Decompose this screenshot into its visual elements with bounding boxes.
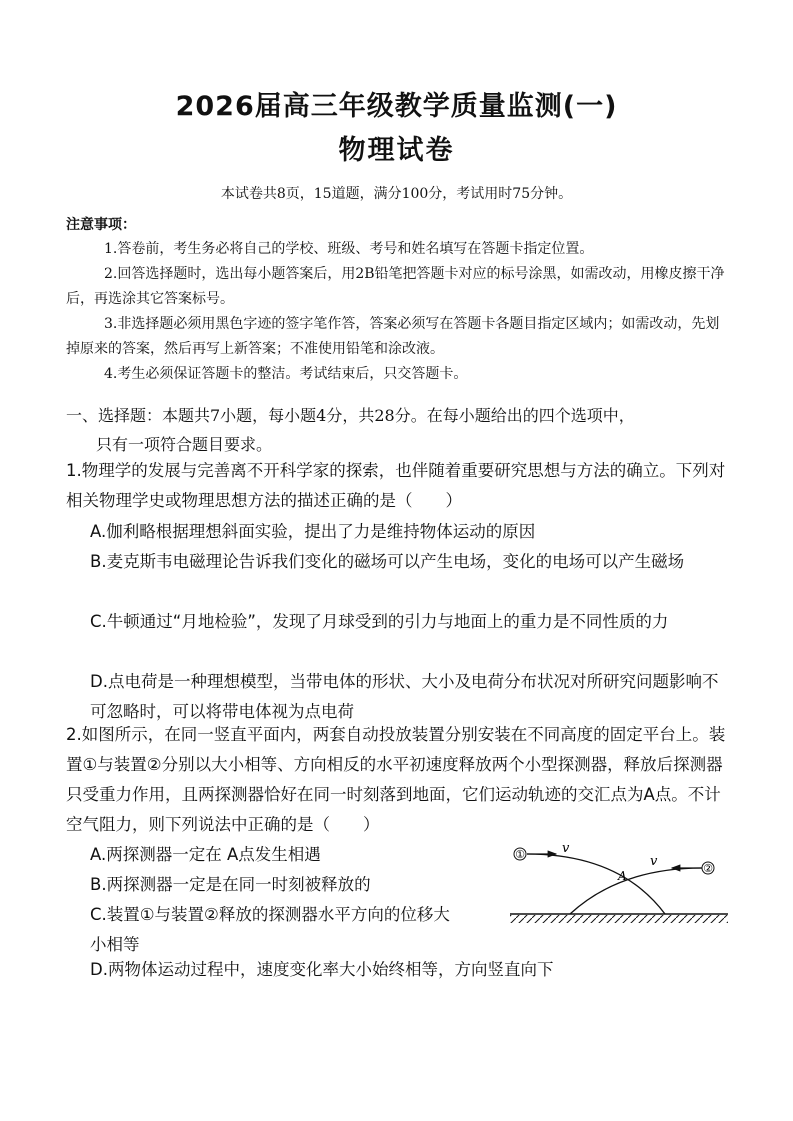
question-2-option-c-line2: 小相等 (90, 935, 140, 954)
section-heading-line1: 一、选择题：本题共7小题，每小题4分，共28分。在每小题给出的四个选项中， (66, 406, 635, 425)
section-heading-line2: 只有一项符合题目要求。 (96, 435, 273, 454)
exam-title: 2026届高三年级教学质量监测(一) (175, 91, 618, 122)
question-2-option-c-line1: C.装置①与装置②释放的探测器水平方向的位移大 (90, 905, 450, 924)
notice-heading: 注意事项： (66, 217, 136, 233)
notice-item-4: 4.考生必须保证答题卡的整洁。考试结束后，只交答题卡。 (104, 366, 468, 382)
question-2-stem: 2.如图所示，在同一竖直平面内，两套自动投放装置分别安装在不同高度的固定平台上。装置①与装置②分别以大小相等、方向相反的水平初速度释放两个小型探测器，释放后探测器只受重力作用，且两探测器恰好在同一时刻落到地面，它们运动轨迹的交汇点为A点。不计空气阻力，则下列说法中正确的是（ ） (66, 725, 726, 834)
point-a-label: A (618, 869, 627, 883)
trajectory-figure (500, 838, 730, 938)
section-heading (66, 401, 732, 459)
question-2-option-c (90, 900, 510, 960)
exam-info: 本试卷共8页，15道题，满分100分，考试用时75分钟。 (220, 186, 573, 202)
velocity-label-1: v (562, 841, 570, 856)
device-1-label: ① (515, 848, 525, 861)
question-2-option-b: B.两探测器一定是在同一时刻被释放的 (90, 875, 371, 894)
exam-subtitle: 物理试卷 (338, 135, 455, 166)
notice-item-2: 2.回答选择题时，选出每小题答案后，用2B铅笔把答题卡对应的标号涂黑，如需改动，用橡皮擦干净后，再选涂其它答案标号。 (66, 266, 725, 307)
notice-item-3: 3.非选择题必须用黑色字迹的签字笔作答，答案必须写在答题卡各题目指定区域内；如需改动，先划掉原来的答案，然后再写上新答案；不准使用铅笔和涂改液。 (66, 316, 720, 357)
trajectory-2 (570, 868, 702, 914)
trajectory-1 (527, 854, 665, 914)
device-2-label: ② (703, 862, 713, 875)
question-2-option-d: D.两物体运动过程中，速度变化率大小始终相等，方向竖直向下 (90, 960, 554, 979)
question-1-option-b: B.麦克斯韦电磁理论告诉我们变化的磁场可以产生电场，变化的电场可以产生磁场 (90, 552, 685, 571)
velocity-label-2: v (650, 854, 658, 869)
question-2-option-a: A.两探测器一定在 A点发生相遇 (90, 845, 321, 864)
question-1-option-d: D.点电荷是一种理想模型，当带电体的形状、大小及电荷分布状况对所研究问题影响不可忽略时，可以将带电体视为点电荷 (90, 672, 719, 721)
question-1-stem: 1.物理学的发展与完善离不开科学家的探索，也伴随着重要研究思想与方法的确立。下列对相关物理学史或物理思想方法的描述正确的是（ ） (66, 461, 726, 510)
notice-item-1: 1.答卷前，考生务必将自己的学校、班级、考号和姓名填写在答题卡指定位置。 (104, 241, 594, 257)
question-1-option-c: C.牛顿通过“月地检验”，发现了月球受到的引力与地面上的重力是不同性质的力 (90, 612, 669, 631)
ground-hatch (510, 915, 728, 923)
question-1-option-a: A.伽利略根据理想斜面实验，提出了力是维持物体运动的原因 (90, 522, 536, 541)
